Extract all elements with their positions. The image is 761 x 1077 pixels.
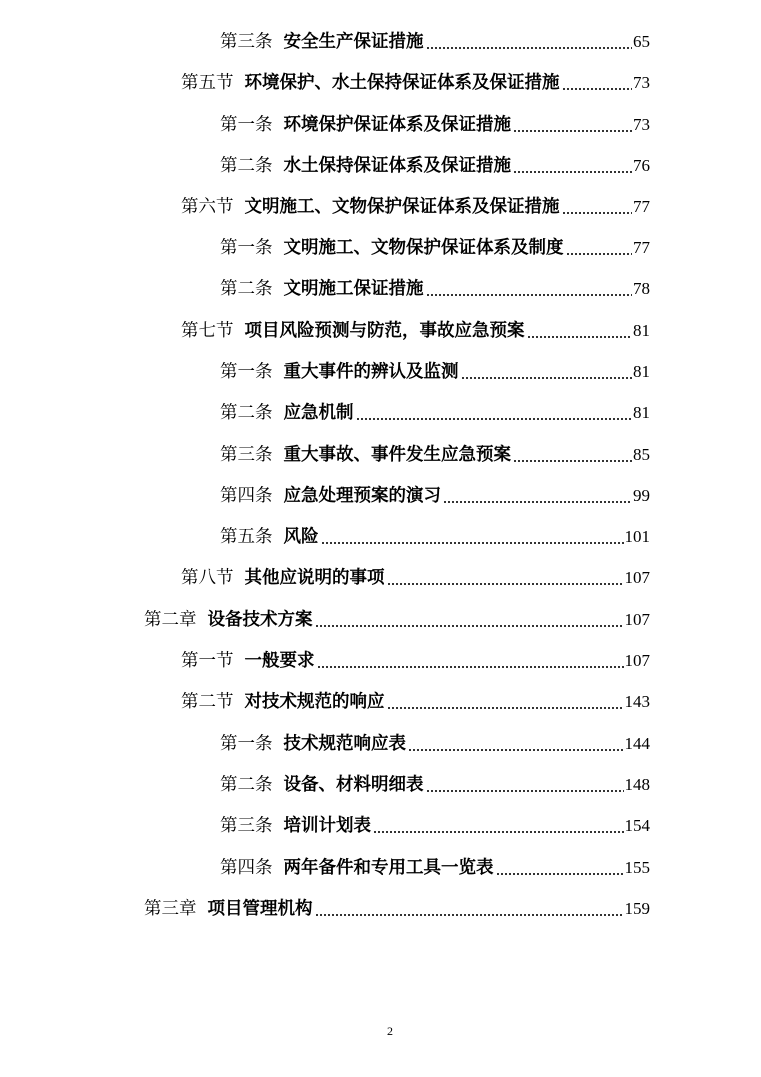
toc-entry-number: 第二条 <box>220 403 273 423</box>
toc-entry-page: 81 <box>633 362 650 381</box>
dot-leader <box>496 854 624 882</box>
dot-leader <box>513 152 632 180</box>
dot-leader <box>356 399 633 427</box>
toc-entry-page: 77 <box>633 238 650 257</box>
toc-entry[interactable] <box>220 28 650 56</box>
page-number: 2 <box>387 1024 393 1038</box>
dot-leader <box>513 441 632 469</box>
toc-entry-page: 107 <box>624 651 650 670</box>
toc-entry-title: 水土保持保证体系及保证措施 <box>283 156 511 176</box>
toc-entry-page: 99 <box>633 486 650 505</box>
toc-entry-number: 第三条 <box>220 32 273 52</box>
toc-entry-number: 第一条 <box>220 115 273 135</box>
toc-entry-page: 148 <box>624 775 650 794</box>
toc-entry-page: 73 <box>633 115 650 134</box>
toc-entry-number: 第四条 <box>220 858 273 878</box>
toc-entry-number: 第二条 <box>220 775 273 795</box>
toc-entry-number: 第二条 <box>220 279 273 299</box>
toc-entry-page: 73 <box>633 73 650 92</box>
dot-leader <box>461 358 633 386</box>
toc-entry[interactable] <box>220 399 650 427</box>
toc-entry-page: 155 <box>624 858 650 877</box>
dot-leader <box>566 234 633 262</box>
toc-entry-title: 技术规范响应表 <box>283 734 406 754</box>
toc-entry-title: 一般要求 <box>244 651 315 671</box>
toc-entry-title: 重大事件的辨认及监测 <box>283 362 459 382</box>
dot-leader <box>317 647 624 675</box>
toc-entry-title: 环境保护保证体系及保证措施 <box>283 115 511 135</box>
dot-leader <box>373 812 624 840</box>
toc-entry-page: 159 <box>624 899 650 918</box>
toc-entry[interactable] <box>220 771 650 799</box>
toc-entry-number: 第一节 <box>181 651 234 671</box>
toc-entry-number: 第一条 <box>220 238 273 258</box>
toc-entry-number: 第二章 <box>144 610 197 630</box>
toc-entry-title: 项目管理机构 <box>207 899 313 919</box>
toc-entry[interactable] <box>220 111 650 139</box>
toc-entry-number: 第二条 <box>220 156 273 176</box>
toc-entry-title: 其他应说明的事项 <box>244 568 385 588</box>
dot-leader <box>443 482 632 510</box>
dot-leader <box>387 564 624 592</box>
toc-entry-title: 环境保护、水土保持保证体系及保证措施 <box>244 73 560 93</box>
toc-entry-title: 培训计划表 <box>283 816 371 836</box>
toc-entry-number: 第五条 <box>220 527 273 547</box>
toc-entry-page: 65 <box>633 32 650 51</box>
dot-leader <box>562 69 633 97</box>
toc-entry-number: 第七节 <box>181 321 234 341</box>
toc-entry-number: 第一条 <box>220 734 273 754</box>
toc-entry[interactable] <box>181 69 650 97</box>
dot-leader <box>426 28 633 56</box>
toc-entry[interactable] <box>220 441 650 469</box>
toc-entry[interactable] <box>220 275 650 303</box>
toc-entry-title: 设备、材料明细表 <box>283 775 424 795</box>
toc-entry-page: 78 <box>633 279 650 298</box>
toc-entry[interactable] <box>181 647 650 675</box>
toc-entry-title: 应急处理预案的演习 <box>283 486 441 506</box>
toc-entry-title: 文明施工保证措施 <box>283 279 424 299</box>
toc-entry[interactable] <box>220 358 650 386</box>
dot-leader <box>513 111 632 139</box>
toc-entry-page: 81 <box>633 403 650 422</box>
toc-entry[interactable] <box>144 606 650 634</box>
toc-entry[interactable] <box>220 152 650 180</box>
dot-leader <box>387 688 624 716</box>
toc-entry-number: 第一条 <box>220 362 273 382</box>
dot-leader <box>408 730 624 758</box>
toc-entry[interactable] <box>181 688 650 716</box>
toc-entry[interactable] <box>220 854 650 882</box>
dot-leader <box>562 193 633 221</box>
toc-entry-title: 对技术规范的响应 <box>244 692 385 712</box>
dot-leader <box>426 275 633 303</box>
toc-entry-page: 144 <box>624 734 650 753</box>
toc-entry-title: 风险 <box>283 527 319 547</box>
toc-entry-page: 107 <box>624 610 650 629</box>
dot-leader <box>527 317 633 345</box>
toc-entry-title: 设备技术方案 <box>207 610 313 630</box>
toc-entry[interactable] <box>220 234 650 262</box>
toc-entry-page: 154 <box>624 816 650 835</box>
toc-entry-number: 第二节 <box>181 692 234 712</box>
toc-entry-page: 143 <box>624 692 650 711</box>
toc-entry-page: 85 <box>633 445 650 464</box>
toc-entry-page: 76 <box>633 156 650 175</box>
toc-entry[interactable] <box>220 812 650 840</box>
toc-entry[interactable] <box>220 730 650 758</box>
dot-leader <box>315 895 624 923</box>
toc-entry-number: 第三章 <box>144 899 197 919</box>
toc-entry-page: 107 <box>624 568 650 587</box>
toc-entry-number: 第五节 <box>181 73 234 93</box>
toc-entry[interactable] <box>144 895 650 923</box>
toc-entry-title: 文明施工、文物保护保证体系及保证措施 <box>244 197 560 217</box>
toc-entry-number: 第六节 <box>181 197 234 217</box>
toc-entry-page: 81 <box>633 321 650 340</box>
dot-leader <box>315 606 624 634</box>
toc-entry-title: 文明施工、文物保护保证体系及制度 <box>283 238 564 258</box>
toc-entry[interactable] <box>181 564 650 592</box>
toc-entry-title: 应急机制 <box>283 403 354 423</box>
toc-entry[interactable] <box>181 193 650 221</box>
toc-entry-number: 第八节 <box>181 568 234 588</box>
toc-entry-title: 重大事故、事件发生应急预案 <box>283 445 511 465</box>
dot-leader <box>426 771 624 799</box>
toc-entry-title: 安全生产保证措施 <box>283 32 424 52</box>
toc-entry-number: 第三条 <box>220 445 273 465</box>
toc-entry[interactable] <box>220 482 650 510</box>
toc-entry-title: 项目风险预测与防范，事故应急预案 <box>244 321 525 341</box>
toc-entry-page: 101 <box>624 527 650 546</box>
toc-entry-page: 77 <box>633 197 650 216</box>
toc-entry-title: 两年备件和专用工具一览表 <box>283 858 494 878</box>
toc-entry-number: 第四条 <box>220 486 273 506</box>
toc-entry-number: 第三条 <box>220 816 273 836</box>
toc-entry[interactable] <box>220 523 650 551</box>
toc-entry[interactable] <box>181 317 650 345</box>
dot-leader <box>321 523 624 551</box>
